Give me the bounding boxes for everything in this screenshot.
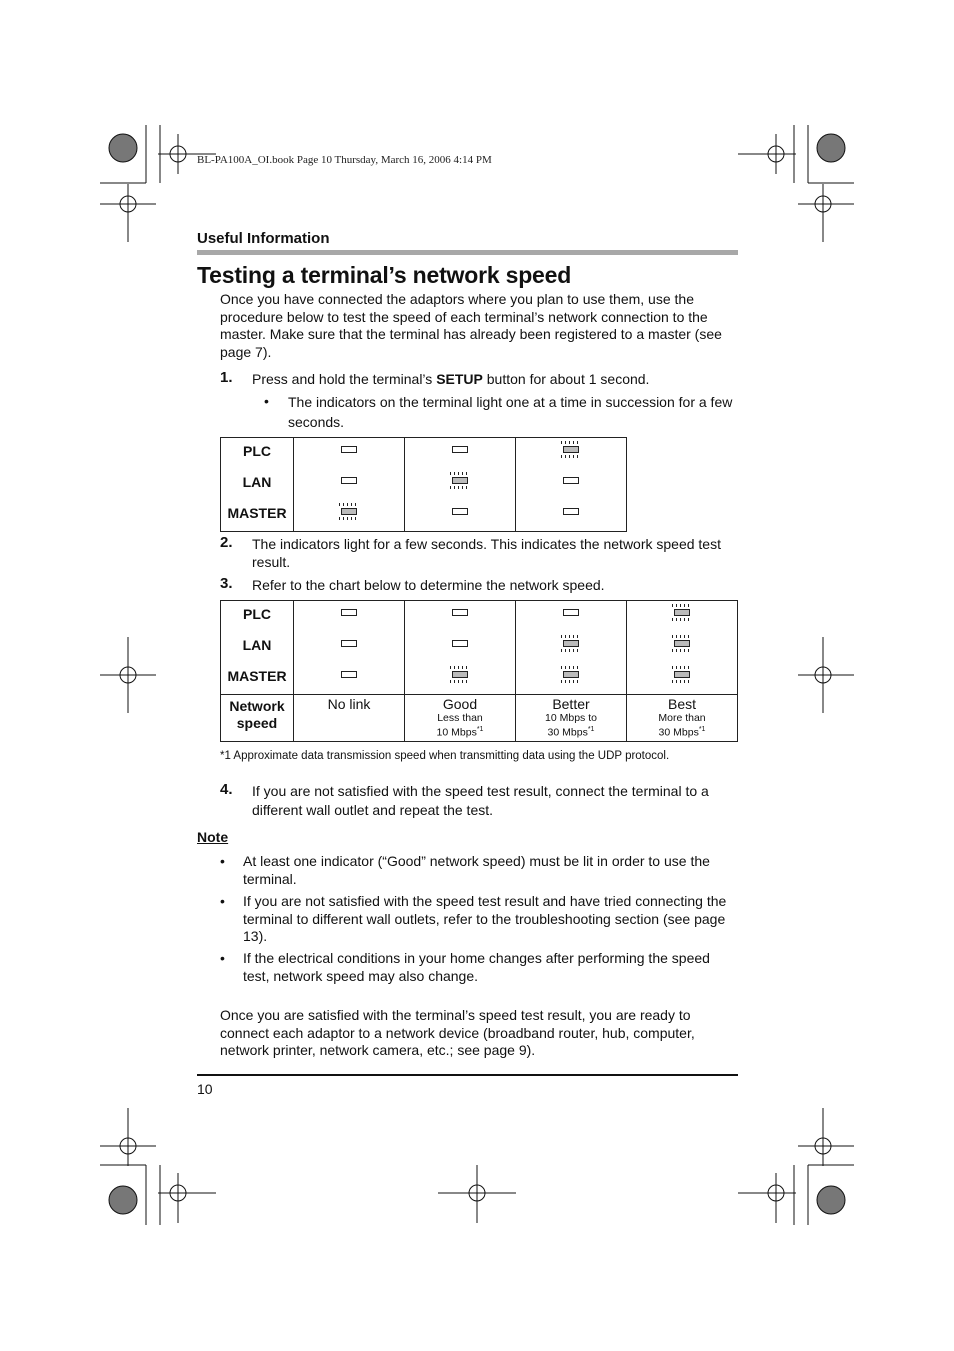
step-4-text: If you are not satisfied with the speed test result, connect the terminal to a different wall outlet and repeat the test. <box>252 783 709 818</box>
section-rule <box>197 250 738 255</box>
bullet-dot: • <box>220 950 225 966</box>
plc-indicator-lit <box>563 446 579 453</box>
row-label-lan: LAN <box>242 474 272 490</box>
plc-indicator-off <box>341 609 357 616</box>
speed-cell-better <box>516 695 627 742</box>
step-number: 1. <box>220 369 233 386</box>
speed-name: Best <box>667 696 696 712</box>
row-label-plc: PLC <box>243 606 271 622</box>
plc-indicator-off <box>452 446 468 453</box>
plc-indicator-off <box>452 609 468 616</box>
indicator-sequence-table <box>220 437 627 532</box>
master-indicator-off <box>563 508 579 515</box>
bullet-dot: • <box>220 853 225 869</box>
bullet-dot: • <box>220 893 225 909</box>
network-speed-label-line2: speed <box>236 715 278 731</box>
speed-sub-2: 30 Mbps$^{*1}$ <box>547 726 595 739</box>
row-label-master: MASTER <box>227 668 287 684</box>
lan-indicator-off <box>341 640 357 647</box>
speed-sub-1: More than <box>658 712 706 724</box>
speed-sub-1: Less than <box>437 712 483 724</box>
plc-indicator-off <box>563 609 579 616</box>
step-3-text: Refer to the chart below to determine the network speed. <box>252 577 605 593</box>
lan-indicator-lit <box>674 640 690 647</box>
note-item-text: If the electrical conditions in your home changes after performing the speed test, network speed may also change. <box>243 950 710 984</box>
step-2-text: The indicators light for a few seconds. This indicates the network speed test result. <box>252 536 721 570</box>
speed-cell-good <box>405 695 516 742</box>
footer-rule <box>197 1074 738 1076</box>
speed-name: Better <box>552 696 590 712</box>
intro-paragraph: Once you have connected the adaptors where you plan to use them, use the procedure below to test the speed of each terminal’s network connection to the master. Make sure that the terminal has already been registered to a master (see page 7). <box>220 291 722 360</box>
note-item-text: If you are not satisfied with the speed test result and have tried connecting the terminal to different wall outlets, refer to the troubleshooting section (see page 13). <box>243 893 727 944</box>
lan-indicator-off <box>452 640 468 647</box>
step-1-text <box>252 370 740 388</box>
note-item-text: At least one indicator (“Good” network speed) must be lit in order to use the terminal. <box>243 853 710 887</box>
plc-indicator-off <box>341 446 357 453</box>
step-1-bullet: The indicators on the terminal light one at a time in succession for a few seconds. <box>288 394 733 430</box>
closing-paragraph: Once you are satisfied with the terminal’s speed test result, you are ready to connect each adaptor to a network device (broadband router, hub, computer, network printer, network camera, etc.; see page 9). <box>220 1007 695 1058</box>
network-speed-label-line1: Network <box>229 698 285 714</box>
master-indicator-lit <box>452 671 468 678</box>
row-label-master: MASTER <box>227 505 287 521</box>
page-title: Testing a terminal’s network speed <box>197 262 572 288</box>
master-indicator-lit <box>563 671 579 678</box>
row-label-lan: LAN <box>242 637 272 653</box>
row-label-plc: PLC <box>243 443 271 459</box>
speed-cell-no-link <box>294 695 405 742</box>
lan-indicator-lit <box>563 640 579 647</box>
speed-cell-best <box>627 695 738 742</box>
speed-sub-2: 10 Mbps$^{*1}$ <box>436 726 484 739</box>
lan-indicator-lit <box>452 477 468 484</box>
section-heading: Useful Information <box>197 230 330 247</box>
setup-key-label: SETUP <box>436 371 483 387</box>
lan-indicator-off <box>341 477 357 484</box>
master-indicator-lit <box>341 508 357 515</box>
step-number: 2. <box>220 534 233 551</box>
speed-name: Good <box>442 696 478 712</box>
step-1-post: button for about 1 second. <box>482 371 650 387</box>
page-number: 10 <box>197 1081 213 1097</box>
master-indicator-off <box>452 508 468 515</box>
speed-sub-1: 10 Mbps to <box>545 712 597 724</box>
lan-indicator-off <box>563 477 579 484</box>
print-info: BL-PA100A_OI.book Page 10 Thursday, March 16, 2006 4:14 PM <box>197 154 492 166</box>
footnote: *1 Approximate data transmission speed when transmitting data using the UDP protocol. <box>220 750 670 762</box>
speed-sub-2: 30 Mbps$^{*1}$ <box>658 726 706 739</box>
network-speed-table <box>220 600 738 742</box>
master-indicator-off <box>341 671 357 678</box>
step-number: 3. <box>220 575 233 592</box>
master-indicator-lit <box>674 671 690 678</box>
note-heading: Note <box>197 829 229 845</box>
step-number: 4. <box>220 781 233 798</box>
step-1-pre: Press and hold the terminal’s <box>252 371 437 387</box>
bullet-dot: • <box>264 393 269 409</box>
speed-name: No link <box>327 696 371 712</box>
network-speed-label <box>221 695 293 732</box>
plc-indicator-lit <box>674 609 690 616</box>
